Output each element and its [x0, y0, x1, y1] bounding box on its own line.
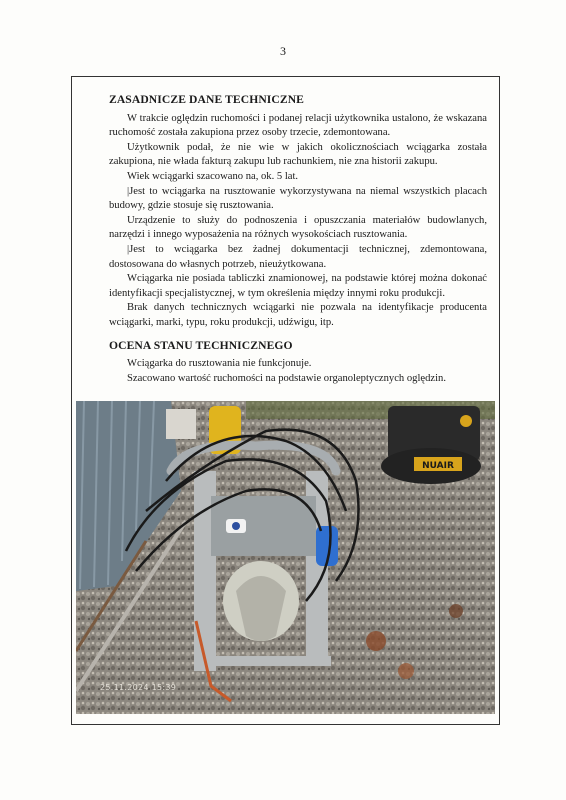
paragraph: Wciągarka nie posiada tabliczki znamionowej, na podstawie której można dokonać identyfikacji specjalistycznej, w tym określenia między innymi roku produkcji.	[109, 273, 487, 299]
winch-photo	[76, 401, 495, 714]
report-frame	[71, 76, 500, 725]
paragraph: Brak danych technicznych wciągarki nie pozwala na identyfikacje producenta wciągarki, marki, typu, roku produkcji, udźwigu, itp.	[109, 302, 487, 328]
section-heading-technical-data: ZASADNICZE DANE TECHNICZNE	[109, 93, 305, 106]
paragraph: |Jest to wciągarka na rusztowanie wykorzystywana na niemal wszystkich placach budowy, gdzie stosuje się rusztowania.	[109, 185, 487, 212]
section-heading-technical-condition: OCENA STANU TECHNICZNEGO	[109, 338, 293, 352]
compressor	[381, 406, 481, 484]
paragraph: W trakcie oględzin ruchomości i podanej relacji użytkownika ustalono, że wskazana ruchomość została zakupiona przez osoby trzecie, zdemontowana.	[109, 112, 487, 139]
report-content	[109, 93, 487, 386]
paragraph: Szacowano wartość ruchomości na podstawie organoleptycznych oględzin.	[127, 372, 446, 384]
paragraph: Wiek wciągarki szacowano na, ok. 5 lat.	[127, 170, 299, 182]
paragraph: |Jest to wciągarka bez żadnej dokumentacji technicznej, zdemontowana, dostosowana do własnych potrzeb, nieużytkowana.	[109, 243, 487, 270]
winch-photo-illustration	[76, 401, 495, 714]
paragraph: Wciągarka do rusztowania nie funkcjonuje.	[127, 358, 312, 370]
paragraph: Urządzenie to służy do podnoszenia i opuszczania materiałów budowlanych, narzędzi i innego wyposażenia na różnych wysokościach rusztowania.	[109, 214, 487, 241]
page-number: 3	[280, 44, 286, 58]
photo-timestamp: 25.11.2024 15:39	[100, 683, 177, 692]
compressor-label: NUAIR	[422, 461, 454, 471]
paragraph: Użytkownik podał, że nie wie w jakich okolicznościach wciągarka została zakupiona, nie włada fakturą zakupu lub rachunkiem, nie zna historii zakupu.	[109, 141, 487, 168]
